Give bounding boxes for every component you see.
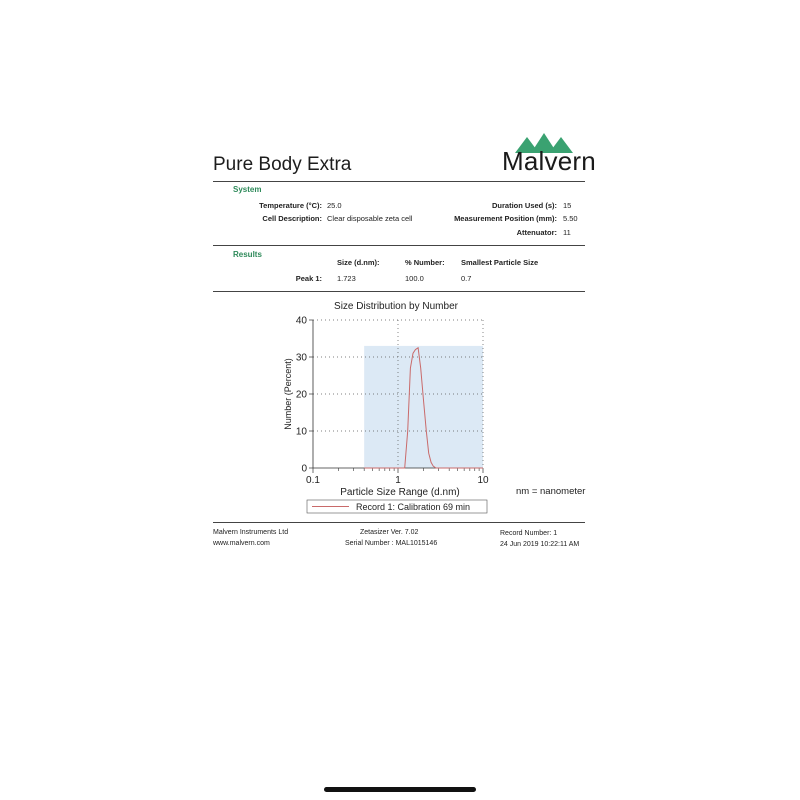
footer-divider (213, 522, 585, 523)
temperature-value: 25.0 (327, 201, 342, 210)
system-heading: System (233, 185, 262, 194)
record-number: Record Number: 1 (500, 530, 558, 537)
results-heading: Results (233, 250, 262, 259)
x-tick-label: 10 (477, 475, 489, 486)
y-tick-label: 10 (295, 426, 307, 438)
attenuator-value: 11 (563, 228, 571, 237)
report-datetime: 24 Jun 2019 10:22:11 AM (500, 541, 580, 548)
system-divider (213, 245, 585, 246)
duration-value: 15 (563, 201, 572, 210)
y-tick-label: 0 (301, 463, 307, 475)
position-label: Measurement Position (mm): (454, 214, 557, 223)
position-value: 5.50 (563, 214, 578, 223)
x-axis-label: Particle Size Range (d.nm) (340, 487, 460, 498)
peak-label: Peak 1: (295, 274, 322, 283)
y-tick-label: 30 (295, 352, 307, 364)
smallest-size-column-header: Smallest Particle Size (461, 258, 539, 267)
software-version: Zetasizer Ver. 7.02 (360, 529, 419, 536)
cell-description-label: Cell Description: (262, 214, 322, 223)
temperature-label: Temperature (°C): (259, 201, 322, 210)
shaded-range (364, 346, 483, 468)
peak-number-value: 100.0 (405, 274, 424, 283)
cell-description-value: Clear disposable zeta cell (327, 214, 413, 223)
legend-label: Record 1: Calibration 69 min (356, 502, 471, 512)
peak-smallest-value: 0.7 (461, 274, 472, 283)
x-tick-label: 1 (395, 475, 401, 486)
report-title: Pure Body Extra (213, 154, 352, 175)
y-tick-label: 20 (295, 389, 307, 401)
header-divider (213, 181, 585, 182)
brand-name: Malvern (502, 146, 596, 176)
unit-note: nm = nanometer (516, 486, 586, 497)
chart-title: Size Distribution by Number (334, 301, 458, 312)
y-tick-label: 40 (295, 315, 307, 327)
number-column-header: % Number: (405, 258, 445, 267)
company-name: Malvern Instruments Ltd (213, 529, 289, 536)
x-tick-label: 0.1 (306, 475, 320, 486)
size-column-header: Size (d.nm): (337, 258, 380, 267)
home-indicator[interactable] (324, 787, 476, 792)
website: www.malvern.com (213, 540, 270, 547)
peak-size-value: 1.723 (337, 274, 356, 283)
serial-number: Serial Number : MAL1015146 (345, 540, 438, 547)
results-divider (213, 291, 585, 292)
attenuator-label: Attenuator: (516, 228, 557, 237)
size-distribution-chart (270, 295, 610, 520)
y-axis-label: Number (Percent) (283, 358, 293, 430)
duration-label: Duration Used (s): (491, 201, 557, 210)
